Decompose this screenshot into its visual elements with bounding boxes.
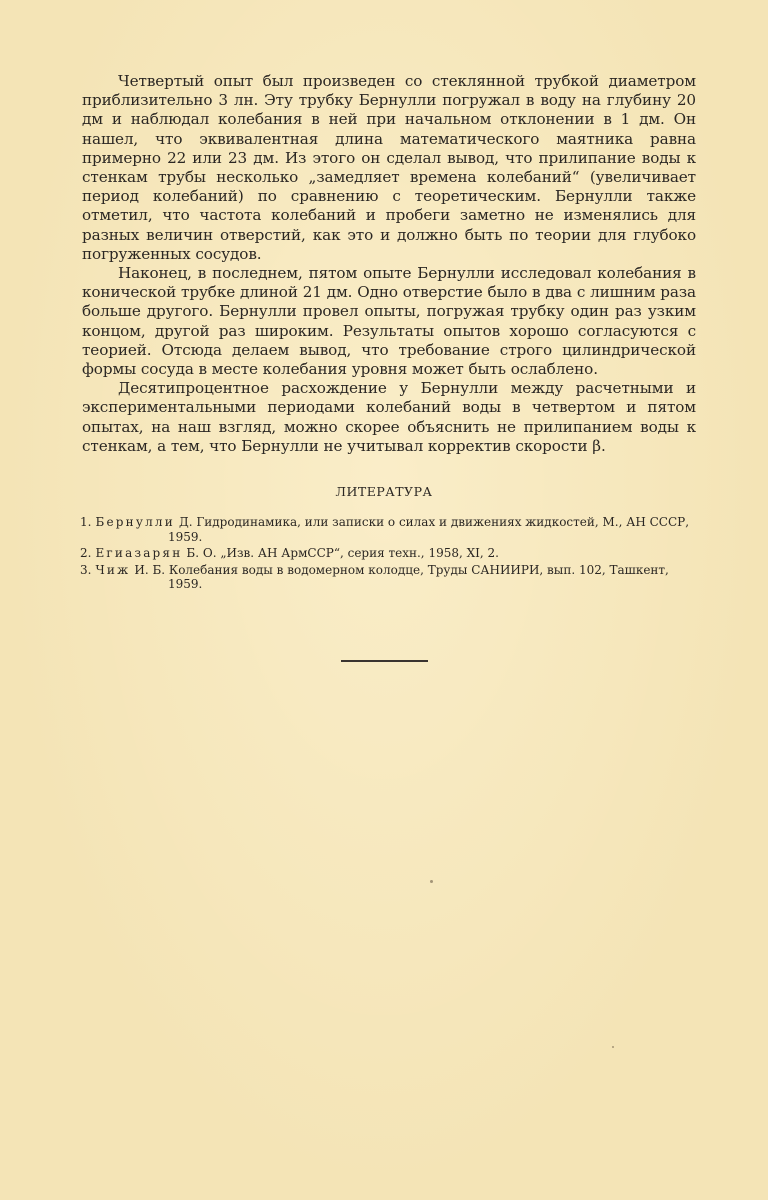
reference-number: 3. xyxy=(80,562,92,577)
paper-speck xyxy=(612,1046,614,1048)
reference-details: Д. Гидродинамика, или записки о силах и движениях жидкостей, М., АН СССР, 1959. xyxy=(168,515,690,544)
literature-heading: ЛИТЕРАТУРА xyxy=(335,484,433,499)
reference-item xyxy=(80,563,705,592)
paragraph-fifth-experiment: Наконец, в последнем, пятом опыте Бернулли исследовал колебания в конической трубке длиной 21 дм. Одно отверстие было в два с лишним раза больше другого. Бернулли провел опыты, погружая трубку один раз узким концом, другой раз широким. Результаты опытов хорошо согласуются с теорией. Отсюда делаем вывод, что требование строго цилиндрической формы сосуда в месте колебания уровня может быть ослаблено. xyxy=(82,264,696,379)
end-rule xyxy=(341,660,428,662)
reference-item xyxy=(80,546,705,561)
reference-list xyxy=(80,515,705,594)
paragraph-fourth-experiment: Четвертый опыт был произведен со стеклянной трубкой диаметром приблизительно 3 лн. Эту трубку Бернулли погружал в воду на глубину 20 дм и наблюдал колебания в ней при начальном отклонении в 1 дм. Он нашел, что эквивалентная длина математического маятника равна примерно 22 или 23 дм. Из этого он сделал вывод, что прилипание воды к стенкам трубы несколько „замедляет времена колебаний“ (увеличивает период колебаний) по сравнению с теоретическим. Бернулли также отметил, что частота колебаний и пробеги заметно не изменялись для разных величин отверстий, как это и должно быть по теории для глубоко погруженных сосудов. xyxy=(82,72,696,263)
reference-details: И. Б. Колебания воды в водомерном колодце, Труды САНИИРИ, вып. 102, Ташкент, 1959. xyxy=(134,562,669,591)
reference-author: Егиазарян xyxy=(95,546,183,560)
reference-item xyxy=(80,515,705,544)
paper-speck xyxy=(430,880,433,883)
reference-author: Бернулли xyxy=(95,515,175,529)
reference-details: Б. О. „Изв. АН АрмССР“, серия техн., 1958, XI, 2. xyxy=(186,546,499,560)
body-text xyxy=(82,72,696,456)
reference-author: Чиж xyxy=(95,562,131,577)
reference-number: 1. xyxy=(80,515,92,529)
reference-number: 2. xyxy=(80,546,92,560)
paragraph-discrepancy: Десятипроцентное расхождение у Бернулли между расчетными и экспериментальными периодами колебаний воды в четвертом и пятом опытах, на наш взгляд, можно скорее объяснить не прилипанием воды к стенкам, а тем, что Бернулли не учитывал корректив скорости β. xyxy=(82,379,696,455)
